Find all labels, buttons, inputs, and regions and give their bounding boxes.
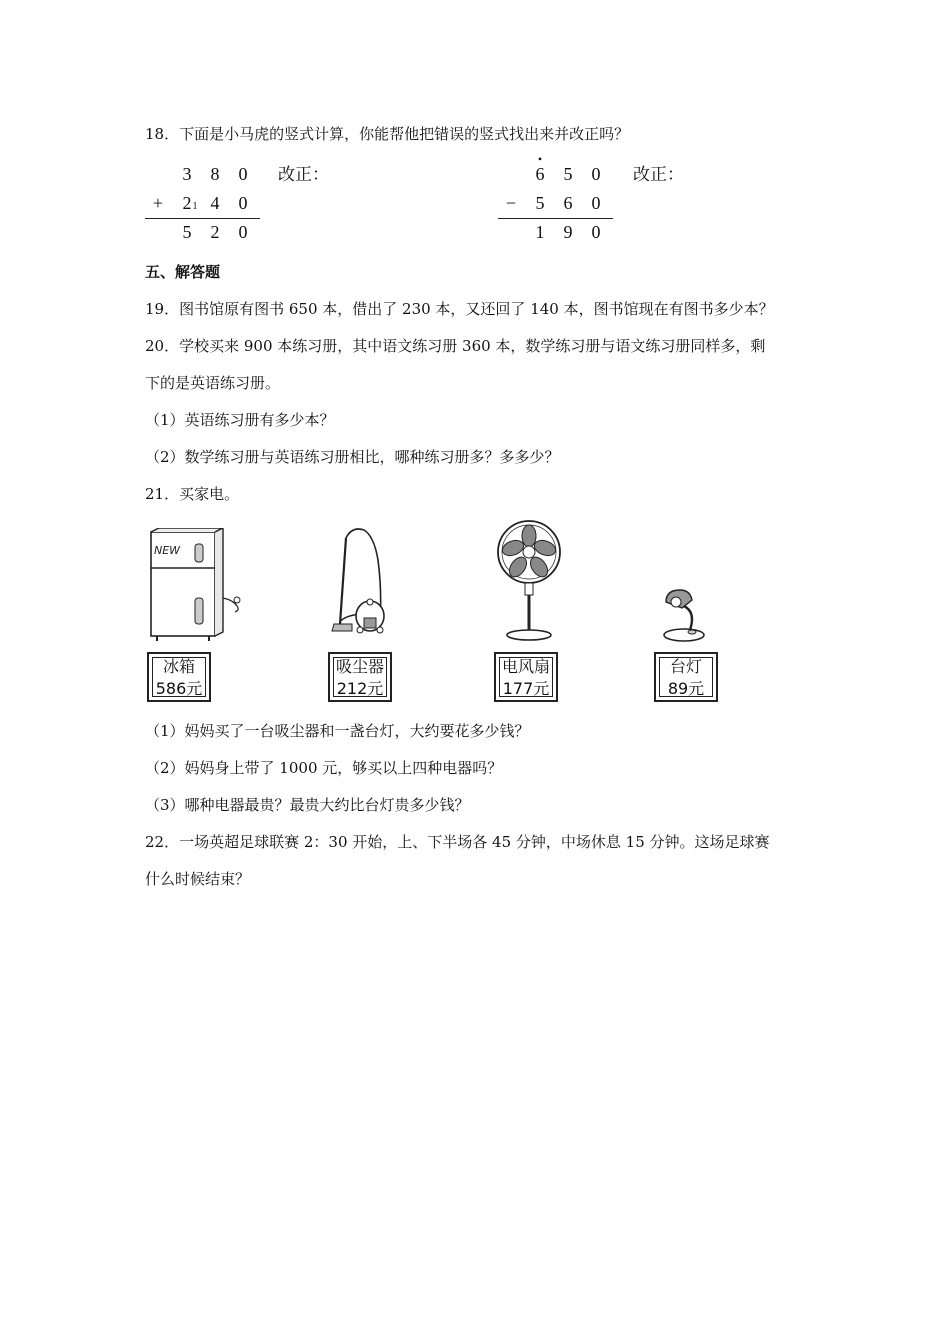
question-19-text: 19．图书馆原有图书 650 本，借出了 230 本，又还回了 140 本，图书馆现在有图书多少本？: [145, 300, 774, 318]
price-tag-fan: [494, 652, 558, 702]
question-20-sub2: （2）数学练习册与英语练习册相比，哪种练习册多？多多少？: [145, 448, 560, 466]
digit: 8: [210, 164, 220, 184]
item-price: 177元: [502, 679, 550, 698]
digit: 0: [591, 193, 601, 213]
digit: 0: [238, 222, 248, 242]
calc2-row1: [498, 164, 618, 186]
digit: 0: [238, 164, 248, 184]
digit: 0: [238, 193, 248, 213]
question-21-sub3: （3）哪种电器最贵？最贵大约比台灯贵多少钱？: [145, 796, 470, 814]
digit: 2: [210, 222, 220, 242]
item-name: 吸尘器: [335, 657, 384, 676]
item-name: 电风扇: [501, 657, 550, 676]
item-price: 212元: [336, 679, 384, 698]
carry-mark: 1: [192, 201, 198, 212]
digit: 0: [591, 164, 601, 184]
correction-label: 改正：: [278, 165, 329, 185]
calc1-result: [145, 222, 265, 244]
digit: 5: [535, 193, 545, 213]
calc1-row2: [145, 193, 265, 215]
question-21-text: 21．买家电。: [145, 485, 240, 503]
calc2-result: [498, 222, 618, 244]
digit: 9: [563, 222, 573, 242]
price-tag-refrigerator: [147, 652, 211, 702]
item-name: 冰箱: [162, 657, 195, 676]
digit: 5: [563, 164, 573, 184]
section-title: 五、解答题: [145, 263, 221, 281]
digit: 3: [182, 164, 192, 184]
question-20-text-line2: 下的是英语练习册。: [145, 374, 281, 392]
new-badge: NEW: [154, 544, 181, 557]
minus-operator: −: [505, 193, 517, 213]
calc2-row2: [498, 193, 618, 215]
desk-lamp-icon: [658, 588, 708, 643]
borrow-dot: •: [537, 152, 543, 166]
digit: 5: [182, 222, 192, 242]
vertical-calc-addition: [145, 162, 265, 246]
question-20-sub1: （1）英语练习册有多少本？: [145, 411, 335, 429]
vertical-calc-subtraction: [498, 152, 618, 246]
digit: 0: [591, 222, 601, 242]
question-21-sub1: （1）妈妈买了一台吸尘器和一盏台灯，大约要花多少钱？: [145, 722, 530, 740]
digit: 6: [535, 164, 545, 184]
digit: 2: [182, 193, 192, 213]
question-22-text-line1: 22．一场英超足球联赛 2：30 开始，上、下半场各 45 分钟，中场休息 15 分钟。这场足球赛: [145, 833, 770, 851]
digit: 4: [210, 193, 220, 213]
digit: 6: [563, 193, 573, 213]
item-price: 89元: [667, 679, 705, 698]
refrigerator-icon: [145, 528, 245, 643]
question-18-text: 18．下面是小马虎的竖式计算，你能帮他把错误的竖式找出来并改正吗？: [145, 125, 630, 143]
digit: 1: [535, 222, 545, 242]
price-tag-vacuum: [328, 652, 392, 702]
vacuum-cleaner-icon: [322, 524, 392, 639]
item-price: 586元: [155, 679, 203, 698]
calc1-divider: [145, 218, 260, 219]
item-name: 台灯: [669, 657, 702, 676]
plus-operator: +: [152, 193, 164, 213]
electric-fan-icon: [493, 518, 565, 644]
price-tag-lamp: [654, 652, 718, 702]
question-22-text-line2: 什么时候结束？: [145, 870, 251, 888]
correction-label: 改正：: [633, 165, 684, 185]
question-20-text-line1: 20．学校买来 900 本练习册，其中语文练习册 360 本，数学练习册与语文练习册同样多，剩: [145, 337, 766, 355]
question-21-sub2: （2）妈妈身上带了 1000 元，够买以上四种电器吗？: [145, 759, 503, 777]
calc1-row1: [145, 164, 265, 186]
calc2-divider: [498, 218, 613, 219]
